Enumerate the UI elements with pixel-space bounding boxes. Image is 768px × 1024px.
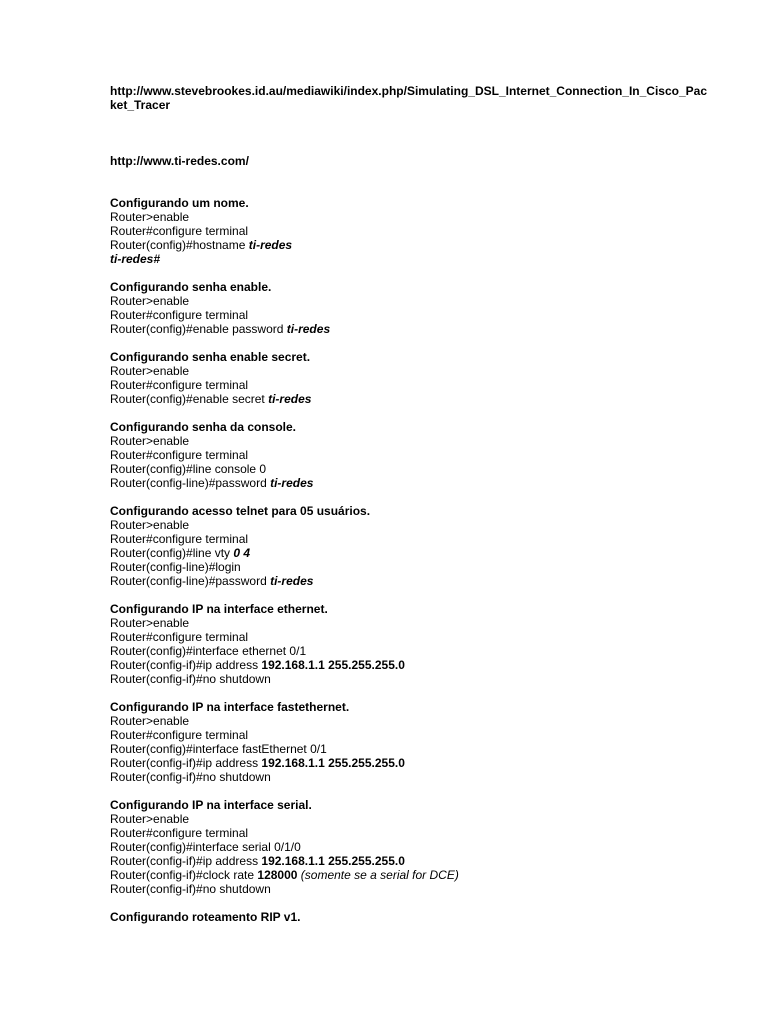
command-argument: 192.168.1.1 255.255.255.0 bbox=[261, 854, 405, 868]
config-section bbox=[110, 350, 710, 406]
command-text: Router>enable bbox=[110, 616, 190, 630]
command-argument: ti-redes bbox=[270, 476, 314, 490]
command-line bbox=[110, 616, 710, 630]
command-text: Router#configure terminal bbox=[110, 448, 249, 462]
command-line bbox=[110, 868, 710, 882]
command-line bbox=[110, 854, 710, 868]
command-line bbox=[110, 322, 710, 336]
command-line bbox=[110, 560, 710, 574]
command-text: Router>enable bbox=[110, 364, 190, 378]
command-text: Router(config)#line vty bbox=[110, 546, 234, 560]
command-line bbox=[110, 462, 710, 476]
config-section bbox=[110, 280, 710, 336]
section-heading: Configurando roteamento RIP v1. bbox=[110, 910, 301, 924]
command-line bbox=[110, 574, 710, 588]
command-text: Router#configure terminal bbox=[110, 630, 249, 644]
command-line bbox=[110, 238, 710, 252]
command-argument: ti-redes bbox=[270, 574, 314, 588]
section-heading: Configurando um nome. bbox=[110, 196, 249, 210]
command-line bbox=[110, 308, 710, 322]
command-line bbox=[110, 518, 710, 532]
command-line bbox=[110, 658, 710, 672]
command-text: Router(config)#interface serial 0/1/0 bbox=[110, 840, 301, 854]
reference-link-ti-redes[interactable]: http://www.ti-redes.com/ bbox=[110, 154, 249, 168]
command-text: Router(config)#line console 0 bbox=[110, 462, 267, 476]
command-text: Router#configure terminal bbox=[110, 728, 249, 742]
command-text: Router(config-if)#no shutdown bbox=[110, 672, 271, 686]
command-line bbox=[110, 532, 710, 546]
command-line bbox=[110, 476, 710, 490]
command-argument: ti-redes bbox=[286, 322, 331, 336]
section-heading: Configurando senha enable. bbox=[110, 280, 272, 294]
command-line bbox=[110, 364, 710, 378]
config-section bbox=[110, 602, 710, 686]
command-text: Router(config-if)#no shutdown bbox=[110, 770, 271, 784]
command-line bbox=[110, 840, 710, 854]
config-section bbox=[110, 504, 710, 588]
config-section bbox=[110, 910, 710, 924]
command-line bbox=[110, 448, 710, 462]
command-line bbox=[110, 392, 710, 406]
command-text: Router(config)#interface fastEthernet 0/1 bbox=[110, 742, 327, 756]
command-line bbox=[110, 294, 710, 308]
command-text: Router>enable bbox=[110, 812, 190, 826]
command-text: Router(config-if)#ip address bbox=[110, 756, 262, 770]
command-line bbox=[110, 826, 710, 840]
command-text: Router#configure terminal bbox=[110, 532, 249, 546]
command-argument: ti-redes bbox=[248, 238, 293, 252]
reference-link-stevebrookes[interactable]: http://www.stevebrookes.id.au/mediawiki/index.php/Simulating_DSL_Internet_Connection_In_Cisco_Packet_Tracer bbox=[110, 84, 708, 112]
command-text: Router(config)#hostname bbox=[110, 238, 249, 252]
command-line bbox=[110, 756, 710, 770]
spacer bbox=[110, 112, 710, 154]
section-heading: Configurando IP na interface serial. bbox=[110, 798, 312, 812]
command-line bbox=[110, 378, 710, 392]
command-argument: 128000 bbox=[257, 868, 298, 882]
command-text: Router#configure terminal bbox=[110, 378, 249, 392]
command-line bbox=[110, 210, 710, 224]
config-section bbox=[110, 798, 710, 896]
command-line bbox=[110, 672, 710, 686]
command-text: Router(config)#enable password bbox=[110, 322, 287, 336]
command-text: Router>enable bbox=[110, 714, 190, 728]
command-argument: (somente se a serial for DCE) bbox=[300, 868, 459, 882]
command-line bbox=[110, 224, 710, 238]
command-text: Router>enable bbox=[110, 434, 190, 448]
command-text: Router>enable bbox=[110, 210, 190, 224]
command-text: Router(config-line)#login bbox=[110, 560, 241, 574]
config-sections bbox=[110, 196, 710, 924]
command-text: Router>enable bbox=[110, 294, 190, 308]
command-line bbox=[110, 434, 710, 448]
section-heading: Configurando IP na interface fastethernet. bbox=[110, 700, 350, 714]
section-heading: Configurando senha enable secret. bbox=[110, 350, 311, 364]
command-text: Router(config-if)#ip address bbox=[110, 658, 262, 672]
command-line bbox=[110, 644, 710, 658]
command-text: Router#configure terminal bbox=[110, 224, 249, 238]
command-text: Router#configure terminal bbox=[110, 826, 249, 840]
command-text: Router(config-if)#clock rate bbox=[110, 868, 258, 882]
config-section bbox=[110, 700, 710, 784]
document-page bbox=[110, 84, 710, 938]
command-line bbox=[110, 742, 710, 756]
command-line bbox=[110, 882, 710, 896]
command-text: Router#configure terminal bbox=[110, 308, 249, 322]
section-heading: Configurando IP na interface ethernet. bbox=[110, 602, 328, 616]
command-text: Router(config-if)#no shutdown bbox=[110, 882, 271, 896]
config-section bbox=[110, 196, 710, 266]
command-text: Router(config)#interface ethernet 0/1 bbox=[110, 644, 307, 658]
config-section bbox=[110, 420, 710, 490]
command-argument: 192.168.1.1 255.255.255.0 bbox=[261, 756, 405, 770]
command-text: Router(config-if)#ip address bbox=[110, 854, 262, 868]
command-line bbox=[110, 546, 710, 560]
command-argument: 192.168.1.1 255.255.255.0 bbox=[261, 658, 405, 672]
command-line bbox=[110, 770, 710, 784]
command-text: Router(config)#enable secret bbox=[110, 392, 269, 406]
command-line bbox=[110, 812, 710, 826]
section-heading: Configurando acesso telnet para 05 usuários. bbox=[110, 504, 371, 518]
command-argument: ti-redes# bbox=[110, 252, 161, 266]
command-text: Router(config-line)#password bbox=[110, 476, 271, 490]
command-line bbox=[110, 714, 710, 728]
command-argument: ti-redes bbox=[268, 392, 312, 406]
command-line bbox=[110, 630, 710, 644]
spacer bbox=[110, 168, 710, 196]
command-line bbox=[110, 728, 710, 742]
command-text: Router>enable bbox=[110, 518, 190, 532]
command-line bbox=[110, 252, 710, 266]
command-argument: 0 4 bbox=[233, 546, 251, 560]
section-heading: Configurando senha da console. bbox=[110, 420, 297, 434]
command-text: Router(config-line)#password bbox=[110, 574, 271, 588]
